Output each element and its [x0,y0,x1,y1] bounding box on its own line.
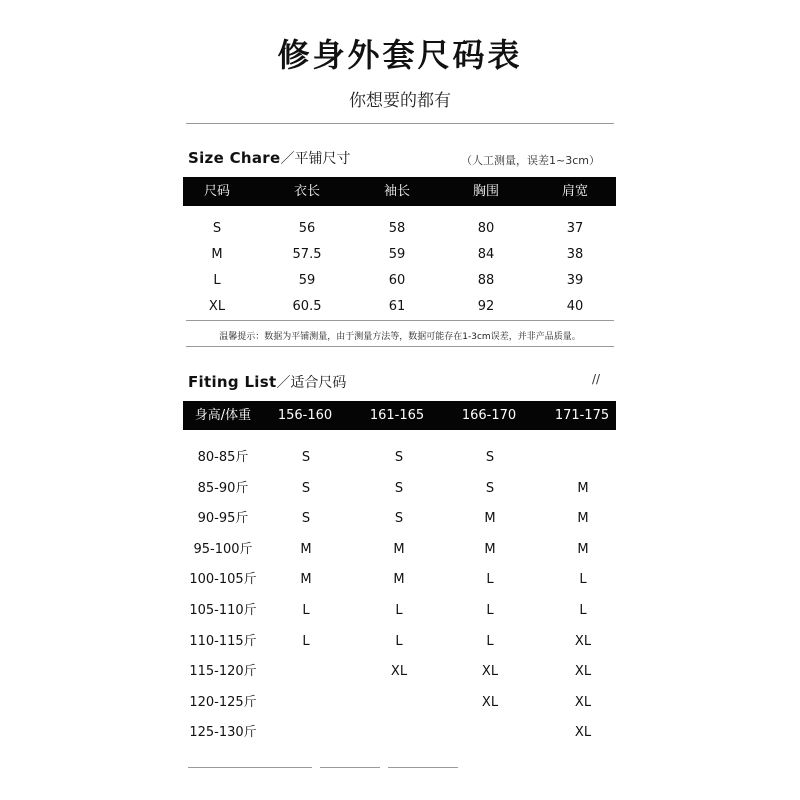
table-cell: S [485,450,495,465]
table-row [183,245,616,265]
table-cell: M [577,511,589,527]
table-cell: M [393,572,405,588]
size-chart-header-cell: 袖长 [383,184,411,199]
table-row [183,662,616,682]
table-row [183,570,616,590]
table-cell: S [394,450,404,465]
table-cell: L [213,273,221,288]
table-row [183,509,616,529]
table-cell: XL [390,664,408,680]
top-divider [186,123,614,124]
table-cell: 95-100斤 [193,541,253,557]
table-row [183,448,616,468]
table-cell: 60.5 [292,299,322,314]
size-chart-bottom-divider [186,320,614,321]
table-cell: L [579,603,587,618]
table-cell: S [301,450,311,465]
table-cell: M [300,572,312,588]
fitting-list-header-cell: 166-170 [461,408,517,423]
size-chart-heading [188,148,350,168]
table-cell: L [486,572,494,588]
bottom-line-left [188,767,312,768]
bottom-line-right [388,767,458,768]
table-cell: 115-120斤 [189,664,257,680]
size-chart-header-bar [183,177,616,206]
size-chart-heading-cn: ／平铺尺寸 [280,151,351,167]
table-cell: L [486,633,494,649]
size-chart-header-cell: 胸围 [472,184,500,199]
measure-tip: 温馨提示：数据为平铺测量，由于测量方法等，数据可能存在1-3cm误差，并非产品质量。 [219,332,581,342]
page-title: 修身外套尺码表 [277,36,523,74]
table-cell: M [300,541,312,557]
table-cell: 84 [477,247,495,262]
table-cell: 38 [566,247,584,262]
size-chart-header-cell: 衣长 [293,184,321,199]
table-cell: 88 [477,273,495,288]
table-cell: XL [481,664,499,680]
table-row [183,632,616,652]
fitting-list-header-cell: 171-175 [554,408,610,423]
table-cell: XL [574,694,592,710]
table-cell: M [577,541,589,557]
table-cell: 120-125斤 [189,694,257,710]
table-cell: S [485,480,495,496]
table-cell: L [486,603,494,618]
table-cell: 90-95斤 [197,511,249,527]
table-cell: L [395,633,403,649]
table-cell: 100-105斤 [189,572,257,588]
table-cell: S [394,511,404,527]
table-cell: XL [574,633,592,649]
table-cell: XL [481,694,499,710]
table-cell: 61 [388,299,406,314]
fitting-list-header-cell: 身高/体重 [194,408,252,423]
fitting-list-heading-cn: ／适合尺码 [276,375,347,391]
table-cell: 37 [566,221,584,236]
table-cell: XL [208,299,226,314]
fitting-list-header-cell: 156-160 [277,408,333,423]
size-chart-heading-en: Size Chare [188,149,281,167]
table-cell: L [302,603,310,618]
table-cell: 57.5 [292,247,322,262]
table-cell: M [484,511,496,527]
table-cell: 60 [388,273,406,288]
table-row [183,723,616,743]
table-cell: 59 [298,273,316,288]
table-cell: XL [574,725,592,741]
table-cell: L [579,572,587,588]
table-cell: 40 [566,299,584,314]
table-cell: 56 [298,221,316,236]
table-row [183,540,616,560]
table-cell: 105-110斤 [189,603,257,618]
table-cell: M [577,480,589,496]
table-cell: XL [574,664,592,680]
table-cell: S [394,480,404,496]
table-cell: 125-130斤 [189,725,257,741]
table-cell: 80-85斤 [197,450,249,465]
table-cell: 110-115斤 [189,633,257,649]
size-chart-tip-divider [186,346,614,347]
table-cell: L [395,603,403,618]
fitting-list-header-bar [183,401,616,430]
bottom-line-mid [320,767,380,768]
table-cell: S [301,511,311,527]
decorative-slash-mark: // [592,372,601,386]
table-row [183,297,616,317]
table-cell: M [484,541,496,557]
table-cell: L [302,633,310,649]
table-row [183,271,616,291]
table-cell: 58 [388,221,406,236]
table-cell: S [212,221,222,236]
table-cell: M [211,247,223,262]
table-cell: M [393,541,405,557]
table-cell: 39 [566,273,584,288]
fitting-list-heading [188,372,346,392]
table-cell: S [301,480,311,496]
table-cell: 92 [477,299,495,314]
table-cell: 85-90斤 [197,480,249,496]
table-cell: 80 [477,221,495,236]
table-row [183,219,616,239]
page-subtitle: 你想要的都有 [349,91,451,111]
size-chart-header-cell: 肩宽 [561,184,589,199]
table-cell: 59 [388,247,406,262]
table-row [183,693,616,713]
measure-note: （人工测量，误差1~3cm） [461,154,600,167]
table-row [183,479,616,499]
table-row [183,601,616,621]
fitting-list-heading-en: Fiting List [188,373,277,391]
size-chart-header-cell: 尺码 [203,184,231,199]
fitting-list-header-cell: 161-165 [369,408,425,423]
